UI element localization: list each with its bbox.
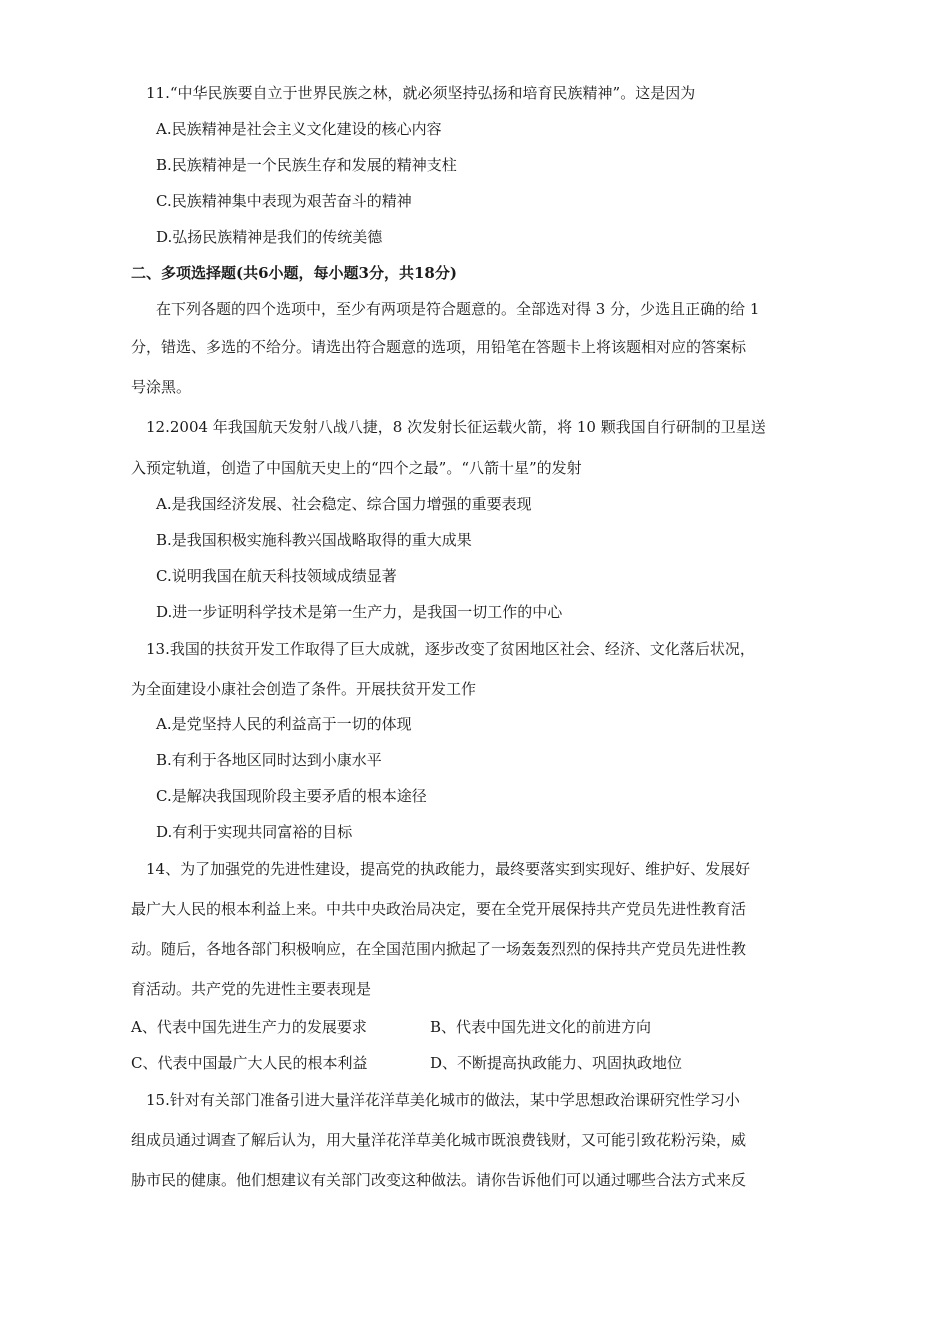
q11-option-d: D.弘扬民族精神是我们的传统美德	[156, 228, 383, 246]
section2-instructions-line1: 在下列各题的四个选项中，至少有两项是符合题意的。全部选对得 3 分，少选且正确的给 1	[156, 300, 760, 318]
q12-stem-line2: 入预定轨道，创造了中国航天史上的“四个之最”。“八箭十星”的发射	[131, 459, 582, 477]
q14-option-c: C、代表中国最广大人民的根本利益	[131, 1054, 368, 1072]
q14-stem-line2: 最广大人民的根本利益上来。中共中央政治局决定，要在全党开展保持共产党员先进性教育活	[131, 900, 747, 918]
q14-stem-line3: 动。随后，各地各部门积极响应，在全国范围内掀起了一场轰轰烈烈的保持共产党员先进性教	[131, 940, 747, 958]
q14-option-a: A、代表中国先进生产力的发展要求	[131, 1018, 367, 1036]
q13-option-a: A.是党坚持人民的利益高于一切的体现	[156, 715, 412, 733]
q13-option-b: B.有利于各地区同时达到小康水平	[156, 751, 382, 769]
q14-stem-line1: 14、为了加强党的先进性建设，提高党的执政能力，最终要落实到实现好、维护好、发展好	[146, 860, 751, 878]
q14-option-b: B、代表中国先进文化的前进方向	[430, 1018, 652, 1036]
q12-option-b: B.是我国积极实施科教兴国战略取得的重大成果	[156, 531, 472, 549]
q13-stem-line1: 13.我国的扶贫开发工作取得了巨大成就，逐步改变了贫困地区社会、经济、文化落后状况，	[146, 640, 755, 658]
section2-instructions-line2: 分，错选、多选的不给分。请选出符合题意的选项，用铅笔在答题卡上将该题相对应的答案标	[131, 338, 747, 356]
q13-option-c: C.是解决我国现阶段主要矛盾的根本途径	[156, 787, 427, 805]
q11-option-a: A.民族精神是社会主义文化建设的核心内容	[156, 120, 442, 138]
q14-stem-line4: 育活动。共产党的先进性主要表现是	[131, 980, 372, 998]
q11-option-c: C.民族精神集中表现为艰苦奋斗的精神	[156, 192, 412, 210]
q12-stem-line1: 12.2004 年我国航天发射八战八捷，8 次发射长征运载火箭，将 10 颗我国自行研制的卫星送	[146, 418, 766, 436]
q15-stem-line2: 组成员通过调查了解后认为，用大量洋花洋草美化城市既浪费钱财，又可能引致花粉污染，威	[131, 1131, 747, 1149]
q11-stem: 11.“中华民族要自立于世界民族之林，就必须坚持弘扬和培育民族精神”。这是因为	[146, 84, 696, 102]
q15-stem-line3: 胁市民的健康。他们想建议有关部门改变这种做法。请你告诉他们可以通过哪些合法方式来反	[131, 1171, 747, 1189]
q12-option-a: A.是我国经济发展、社会稳定、综合国力增强的重要表现	[156, 495, 532, 513]
q12-option-d: D.进一步证明科学技术是第一生产力，是我国一切工作的中心	[156, 603, 563, 621]
q15-stem-line1: 15.针对有关部门准备引进大量洋花洋草美化城市的做法，某中学思想政治课研究性学习小	[146, 1091, 740, 1109]
section2-heading: 二、多项选择题(共6小题，每小题3分，共18分)	[131, 264, 457, 282]
q14-option-d: D、不断提高执政能力、巩固执政地位	[430, 1054, 683, 1072]
q11-option-b: B.民族精神是一个民族生存和发展的精神支柱	[156, 156, 457, 174]
section2-instructions-line3: 号涂黑。	[131, 378, 192, 396]
q13-stem-line2: 为全面建设小康社会创造了条件。开展扶贫开发工作	[131, 680, 477, 698]
q12-option-c: C.说明我国在航天科技领域成绩显著	[156, 567, 397, 585]
q13-option-d: D.有利于实现共同富裕的目标	[156, 823, 353, 841]
